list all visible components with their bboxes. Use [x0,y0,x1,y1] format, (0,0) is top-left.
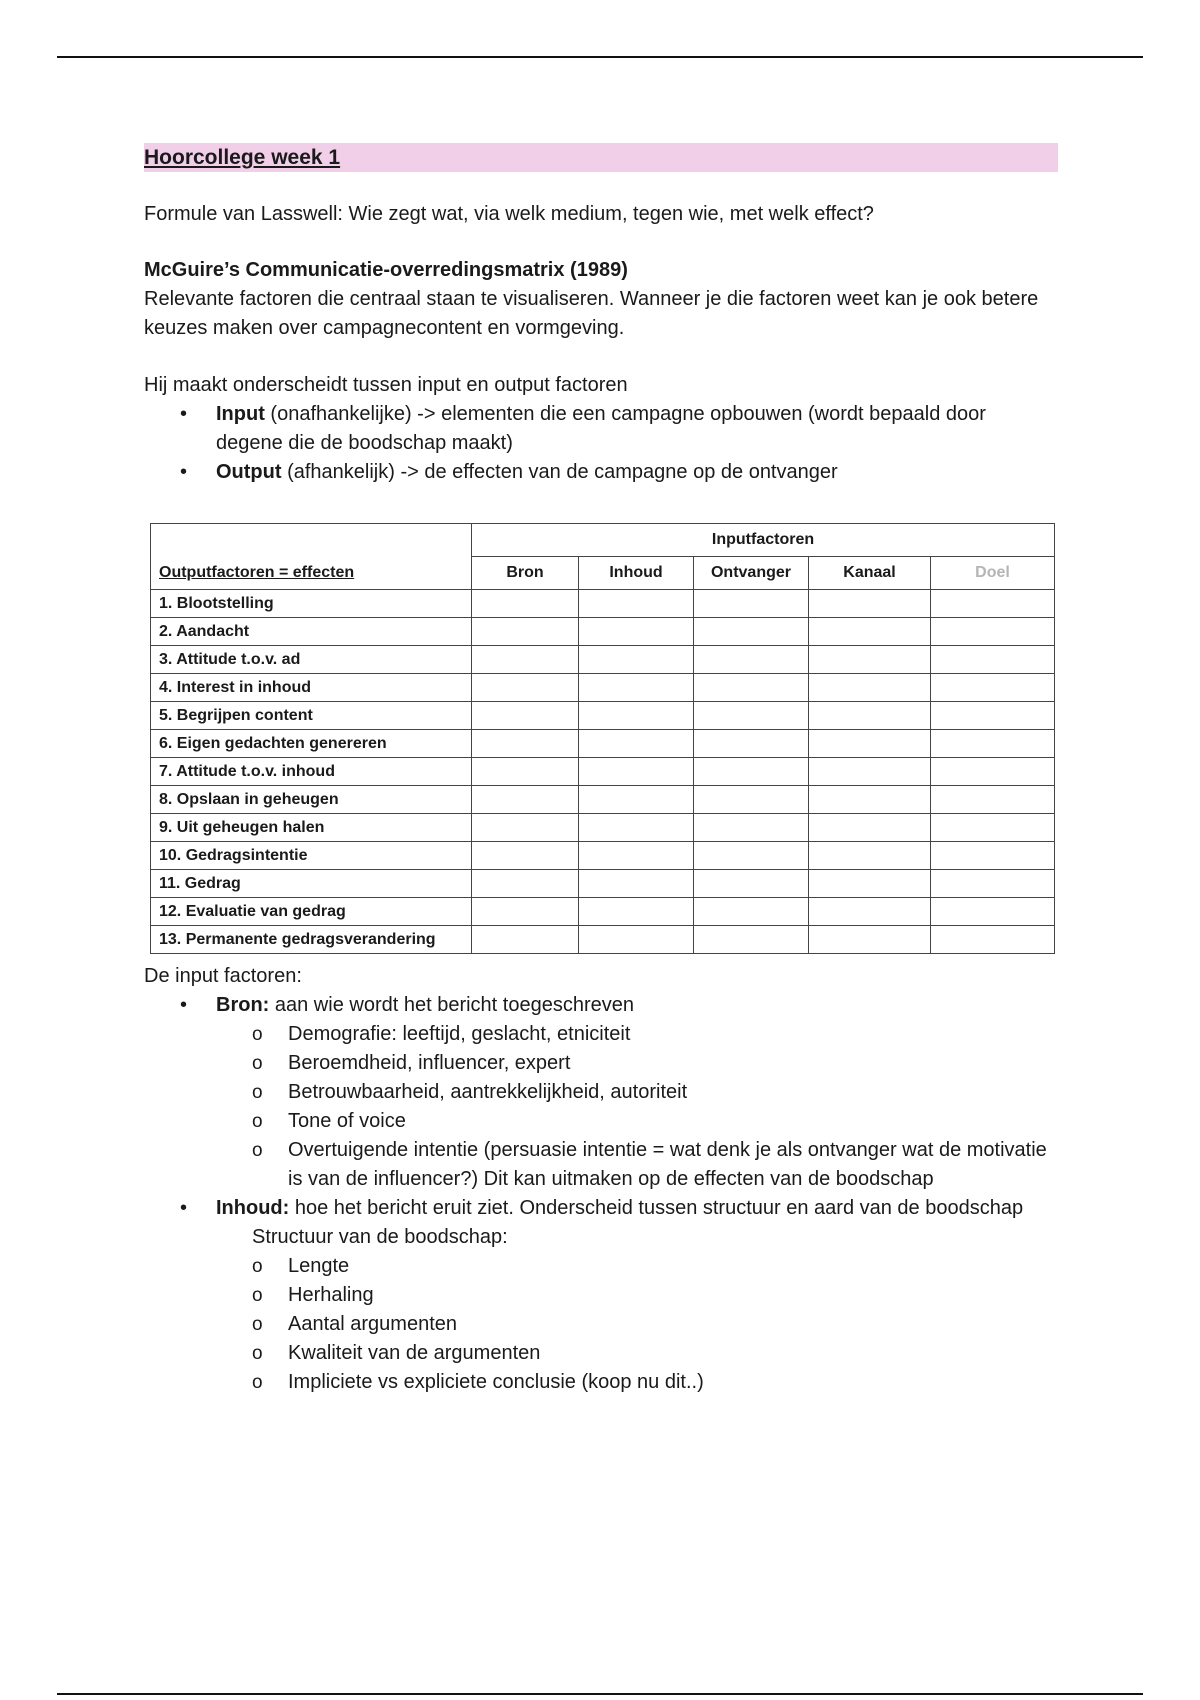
mcguire-heading: McGuire’s Communicatie-overredingsmatrix (1989) [144,259,628,281]
term-text: (onafhankelijke) -> elementen die een campagne opbouwen (wordt bepaald door degene die de boodschap maakt) [216,403,986,454]
table-row [151,814,1055,842]
row-label: 4. Interest in inhoud [151,674,472,702]
row-label: 7. Attitude t.o.v. inhoud [151,758,472,786]
row-label: 11. Gedrag [151,870,472,898]
structure-sublist [216,1252,1058,1397]
list-item [144,458,1058,487]
list-item: o Beroemdheid, influencer, expert [216,1049,1058,1078]
row-label: 13. Permanente gedragsverandering [151,926,472,954]
top-rule [57,56,1143,58]
table-row [151,618,1055,646]
structure-heading: Structuur van de boodschap: [252,1226,508,1248]
table-row [151,730,1055,758]
list-item: o Demografie: leeftijd, geslacht, etniciteit [216,1020,1058,1049]
list-item: o Tone of voice [216,1107,1058,1136]
column-header: Inhoud [579,557,694,590]
table-row [151,870,1055,898]
list-item [144,400,1058,458]
list-item: o Lengte [216,1252,1058,1281]
title-highlight [144,143,1058,172]
row-label: 8. Opslaan in geheugen [151,786,472,814]
term: Input [216,403,265,425]
table-row [151,702,1055,730]
row-label: 12. Evaluatie van gedrag [151,898,472,926]
table-row [151,674,1055,702]
input-header: Inputfactoren [472,524,1055,557]
distinction-intro: Hij maakt onderscheidt tussen input en output factoren [144,374,628,396]
io-list [144,400,1058,487]
row-label: 1. Blootstelling [151,590,472,618]
list-item: o Overtuigende intentie (persuasie intentie = wat denk je als ontvanger wat de motivatie is van de influencer?) Dit kan uitmaken op de effecten van de boodschap [216,1136,1058,1194]
input-factors-list [144,991,1058,1020]
row-label: 10. Gedragsintentie [151,842,472,870]
list-item: o Impliciete vs expliciete conclusie (koop nu dit..) [216,1368,1058,1397]
list-item: o Betrouwbaarheid, aantrekkelijkheid, autoriteit [216,1078,1058,1107]
column-header: Kanaal [809,557,931,590]
term-text: aan wie wordt het bericht toegeschreven [269,994,634,1016]
input-factors-intro: De input factoren: [144,965,302,987]
structure-block [216,1223,1058,1397]
table-row [151,786,1055,814]
term: Inhoud: [216,1197,290,1219]
table-row [151,842,1055,870]
table-row [151,646,1055,674]
table-row [151,590,1055,618]
term-text: hoe het bericht eruit ziet. Onderscheid tussen structuur en aard van de boodschap [289,1197,1024,1219]
term: Output [216,461,282,483]
table-row [151,898,1055,926]
table-row [151,758,1055,786]
list-item: o Herhaling [216,1281,1058,1310]
bottom-rule [57,1693,1143,1695]
list-item: o Kwaliteit van de argumenten [216,1339,1058,1368]
list-item [144,991,1058,1020]
bron-sublist [216,1020,1058,1194]
row-label: 9. Uit geheugen halen [151,814,472,842]
row-label: 6. Eigen gedachten genereren [151,730,472,758]
table-row [151,926,1055,954]
row-label: 5. Begrijpen content [151,702,472,730]
input-factors-list-2 [144,1194,1058,1223]
output-header: Outputfactoren = effecten [151,557,472,590]
list-item: o Aantal argumenten [216,1310,1058,1339]
document-body [144,143,1058,1397]
term-text: (afhankelijk) -> de effecten van de campagne op de ontvanger [281,461,838,483]
list-item [144,1194,1058,1223]
row-label: 3. Attitude t.o.v. ad [151,646,472,674]
row-label: 2. Aandacht [151,618,472,646]
mcguire-text: Relevante factoren die centraal staan te visualiseren. Wanneer je die factoren weet kan je ook betere keuzes maken over campagnecontent en vormgeving. [144,288,1039,339]
column-header: Ontvanger [694,557,809,590]
lasswell-formula: Formule van Lasswell: Wie zegt wat, via welk medium, tegen wie, met welk effect? [144,203,874,225]
column-header: Doel [931,557,1055,590]
column-header: Bron [472,557,579,590]
term: Bron: [216,994,270,1016]
page-title: Hoorcollege week 1 [144,146,341,169]
persuasion-matrix [150,523,1055,954]
matrix-corner [151,524,472,557]
